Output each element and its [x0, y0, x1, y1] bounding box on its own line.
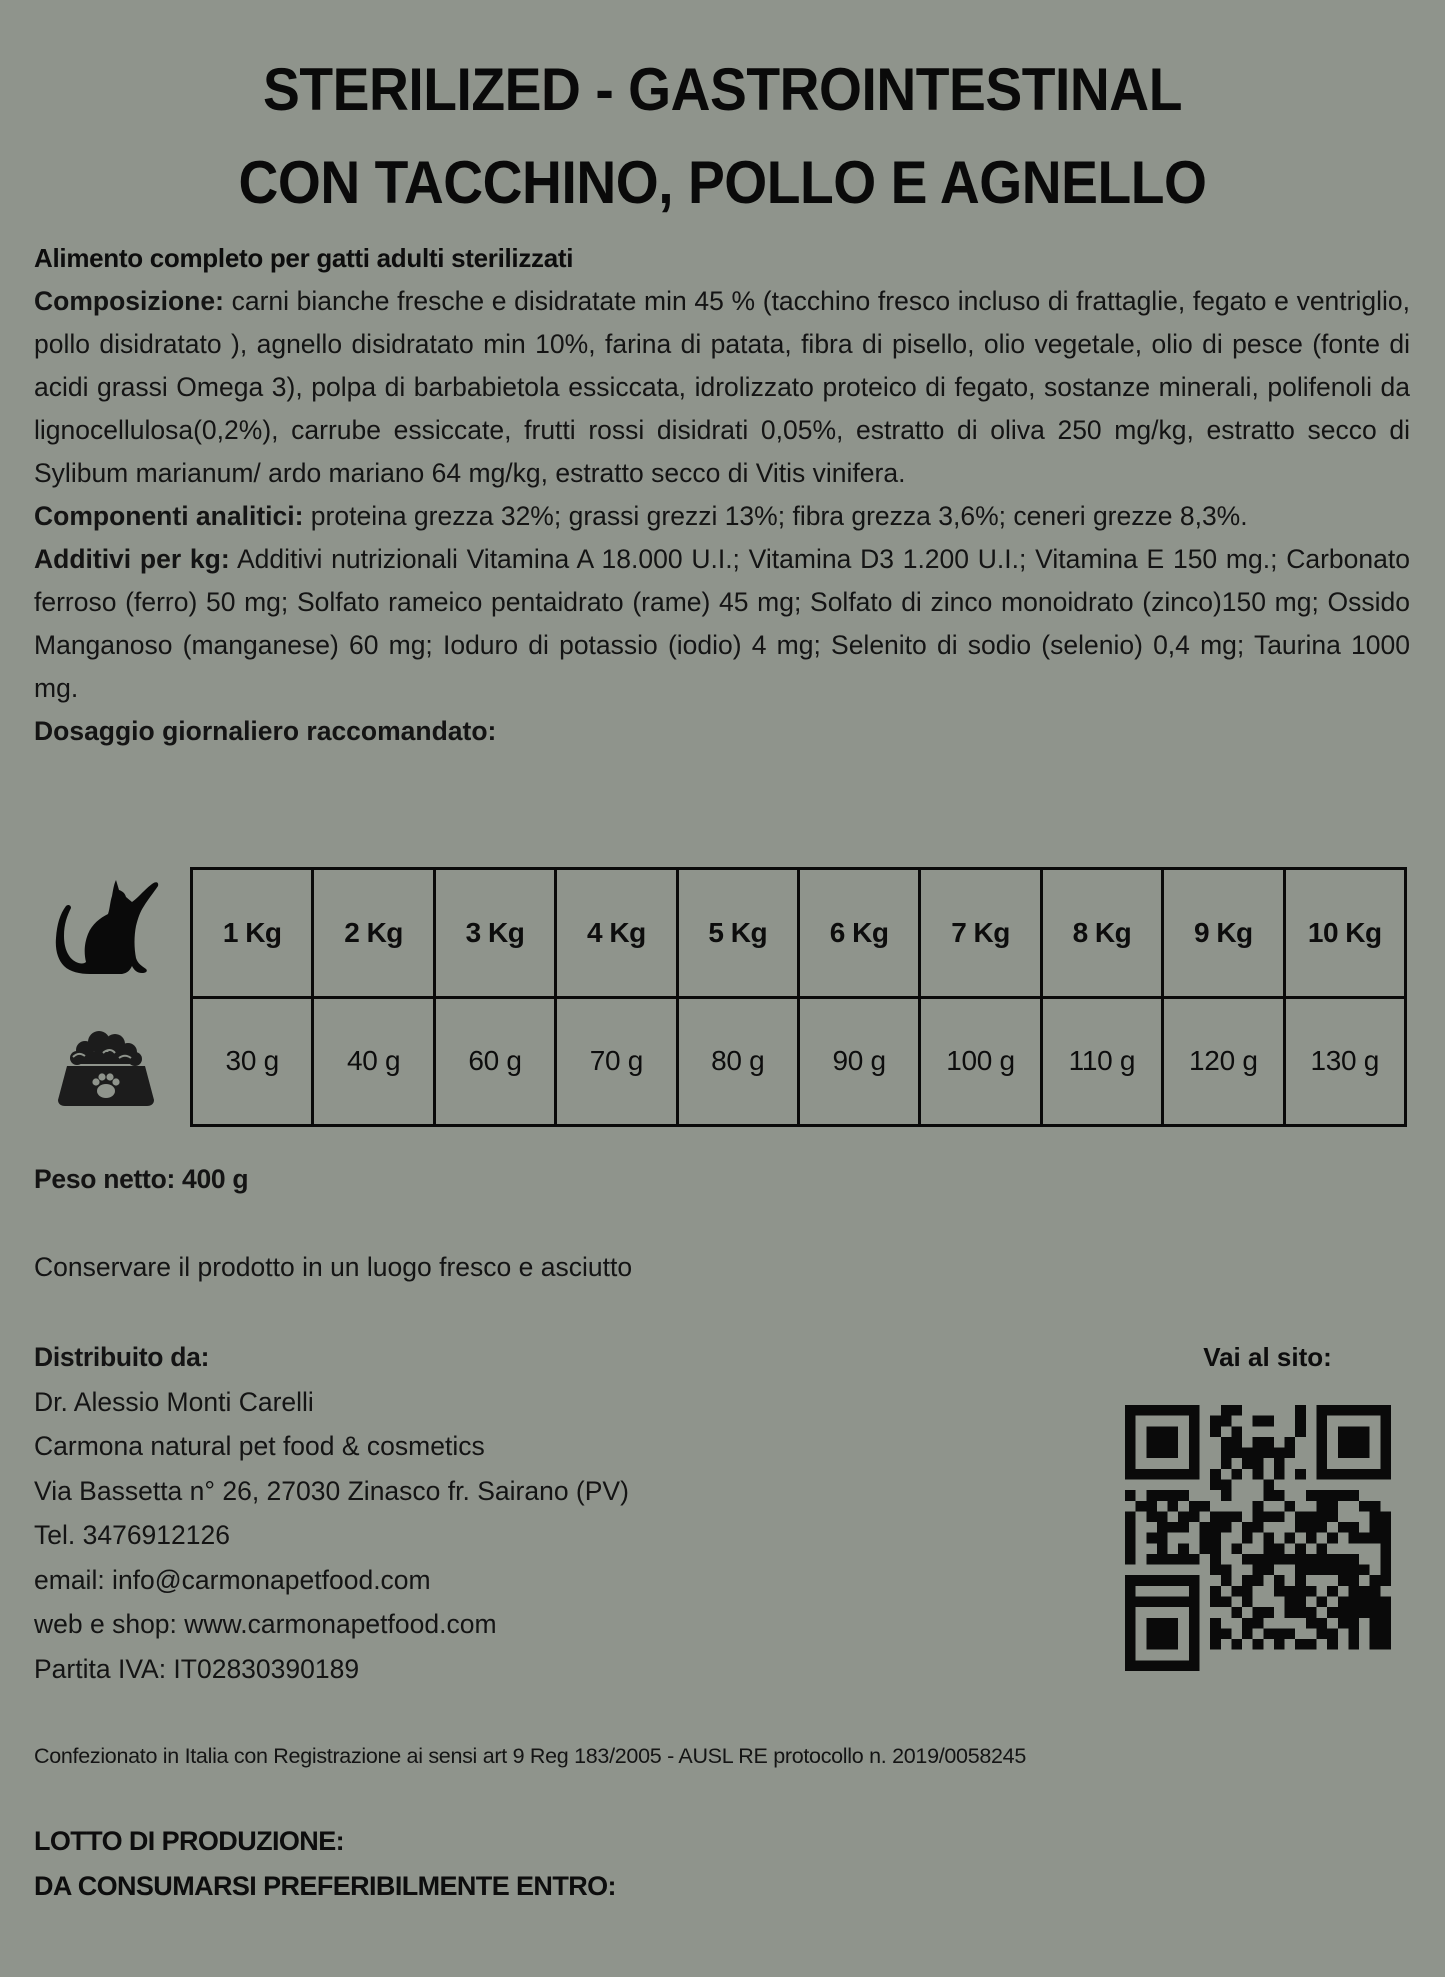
- net-weight: Peso netto: 400 g: [34, 1164, 249, 1194]
- distributor-phone: Tel. 3476912126: [34, 1520, 230, 1550]
- grams-cell: 60 g: [434, 997, 555, 1126]
- distributor-address: Via Bassetta n° 26, 27030 Zinasco fr. Sairano (PV): [34, 1476, 629, 1506]
- additives-label: Additivi per kg:: [34, 544, 230, 574]
- grams-cell: 130 g: [1284, 997, 1405, 1126]
- analytical-text: proteina grezza 32%; grassi grezzi 13%; fibra grezza 3,6%; ceneri grezze 8,3%.: [303, 501, 1248, 531]
- qr-code-icon[interactable]: [1125, 1405, 1391, 1671]
- grams-cell: 120 g: [1163, 997, 1284, 1126]
- analytical-paragraph: [34, 495, 1410, 538]
- weight-cell: 10 Kg: [1284, 869, 1405, 998]
- composition-paragraph: [34, 280, 1410, 495]
- distributor-label: Distribuito da:: [34, 1342, 210, 1372]
- grams-cell: 70 g: [556, 997, 677, 1126]
- dosage-label: Dosaggio giornaliero raccomandato:: [34, 716, 497, 746]
- additives-text: Additivi nutrizionali Vitamina A 18.000 U.I.; Vitamina D3 1.200 U.I.; Vitamina E 150 mg.; Carbonato ferroso (ferro) 50 mg; Solfato rameico pentaidrato (rame) 45 mg; Solfato di zinco monoidrato (zinco)150 mg; Ossido Manganoso (manganese) 60 mg; Ioduro di potassio (iodio) 4 mg; Selenito di sodio (selenio) 0,4 mg; Taurina 1000 mg.: [34, 544, 1410, 703]
- lot-label: LOTTO DI PRODUZIONE:: [34, 1826, 344, 1856]
- grams-cell: 40 g: [313, 997, 434, 1126]
- weight-cell: 3 Kg: [434, 869, 555, 998]
- weight-cell: 8 Kg: [1041, 869, 1162, 998]
- distributor-name: Dr. Alessio Monti Carelli: [34, 1387, 314, 1417]
- storage-instructions: Conservare il prodotto in un luogo fresco e asciutto: [34, 1252, 633, 1282]
- weight-cell: 2 Kg: [313, 869, 434, 998]
- weight-cell: 7 Kg: [920, 869, 1041, 998]
- analytical-label: Componenti analitici:: [34, 501, 304, 531]
- weight-cell: 4 Kg: [556, 869, 677, 998]
- product-subtitle: Alimento completo per gatti adulti sterilizzati: [34, 243, 574, 273]
- composition-text: carni bianche fresche e disidratate min 45 % (tacchino fresco incluso di frattaglie, fegato e ventriglio, pollo disidratato ), agnello disidratato min 10%, farina di patata, fibra di pisello, olio vegetale, olio di pesce (fonte di acidi grassi Omega 3), polpa di barbabietola essiccata, idrolizzato proteico di fegato, sostanze minerali, polifenoli da lignocellulosa(0,2%), carrube essiccate, frutti rossi disidrati 0,05%, estratto di oliva 250 mg/kg, estratto secco di Sylibum marianum/ ardo mariano 64 mg/kg, estratto secco di Vitis vinifera.: [34, 286, 1410, 488]
- product-title-line-1: STERILIZED - GASTROINTESTINAL: [263, 56, 1182, 123]
- composition-label: Composizione:: [34, 286, 224, 316]
- grams-cell: 110 g: [1041, 997, 1162, 1126]
- registration-note: Confezionato in Italia con Registrazione ai sensi art 9 Reg 183/2005 - AUSL RE protocollo n. 2019/0058245: [34, 1744, 1026, 1768]
- grams-cell: 80 g: [677, 997, 798, 1126]
- additives-paragraph: [34, 538, 1410, 710]
- best-before-label: DA CONSUMARSI PREFERIBILMENTE ENTRO:: [34, 1871, 616, 1901]
- weight-cell: 1 Kg: [192, 869, 313, 998]
- distributor-website[interactable]: web e shop: www.carmonapetfood.com: [34, 1609, 497, 1639]
- grams-cell: 30 g: [192, 997, 313, 1126]
- distributor-vat: Partita IVA: IT02830390189: [34, 1654, 360, 1684]
- distributor-email[interactable]: email: info@carmonapetfood.com: [34, 1565, 431, 1595]
- food-bowl-icon: [55, 1030, 157, 1110]
- daily-grams-row: [192, 997, 1406, 1126]
- weight-cell: 6 Kg: [798, 869, 919, 998]
- cat-weight-row: [192, 869, 1406, 998]
- grams-cell: 100 g: [920, 997, 1041, 1126]
- qr-label: Vai al sito:: [1203, 1342, 1332, 1372]
- cat-icon: [52, 878, 168, 978]
- dosage-table: [190, 867, 1407, 1127]
- distributor-company: Carmona natural pet food & cosmetics: [34, 1431, 485, 1461]
- ingredients-section: [34, 280, 1410, 753]
- grams-cell: 90 g: [798, 997, 919, 1126]
- weight-cell: 9 Kg: [1163, 869, 1284, 998]
- product-title-line-2: CON TACCHINO, POLLO E AGNELLO: [238, 149, 1207, 216]
- weight-cell: 5 Kg: [677, 869, 798, 998]
